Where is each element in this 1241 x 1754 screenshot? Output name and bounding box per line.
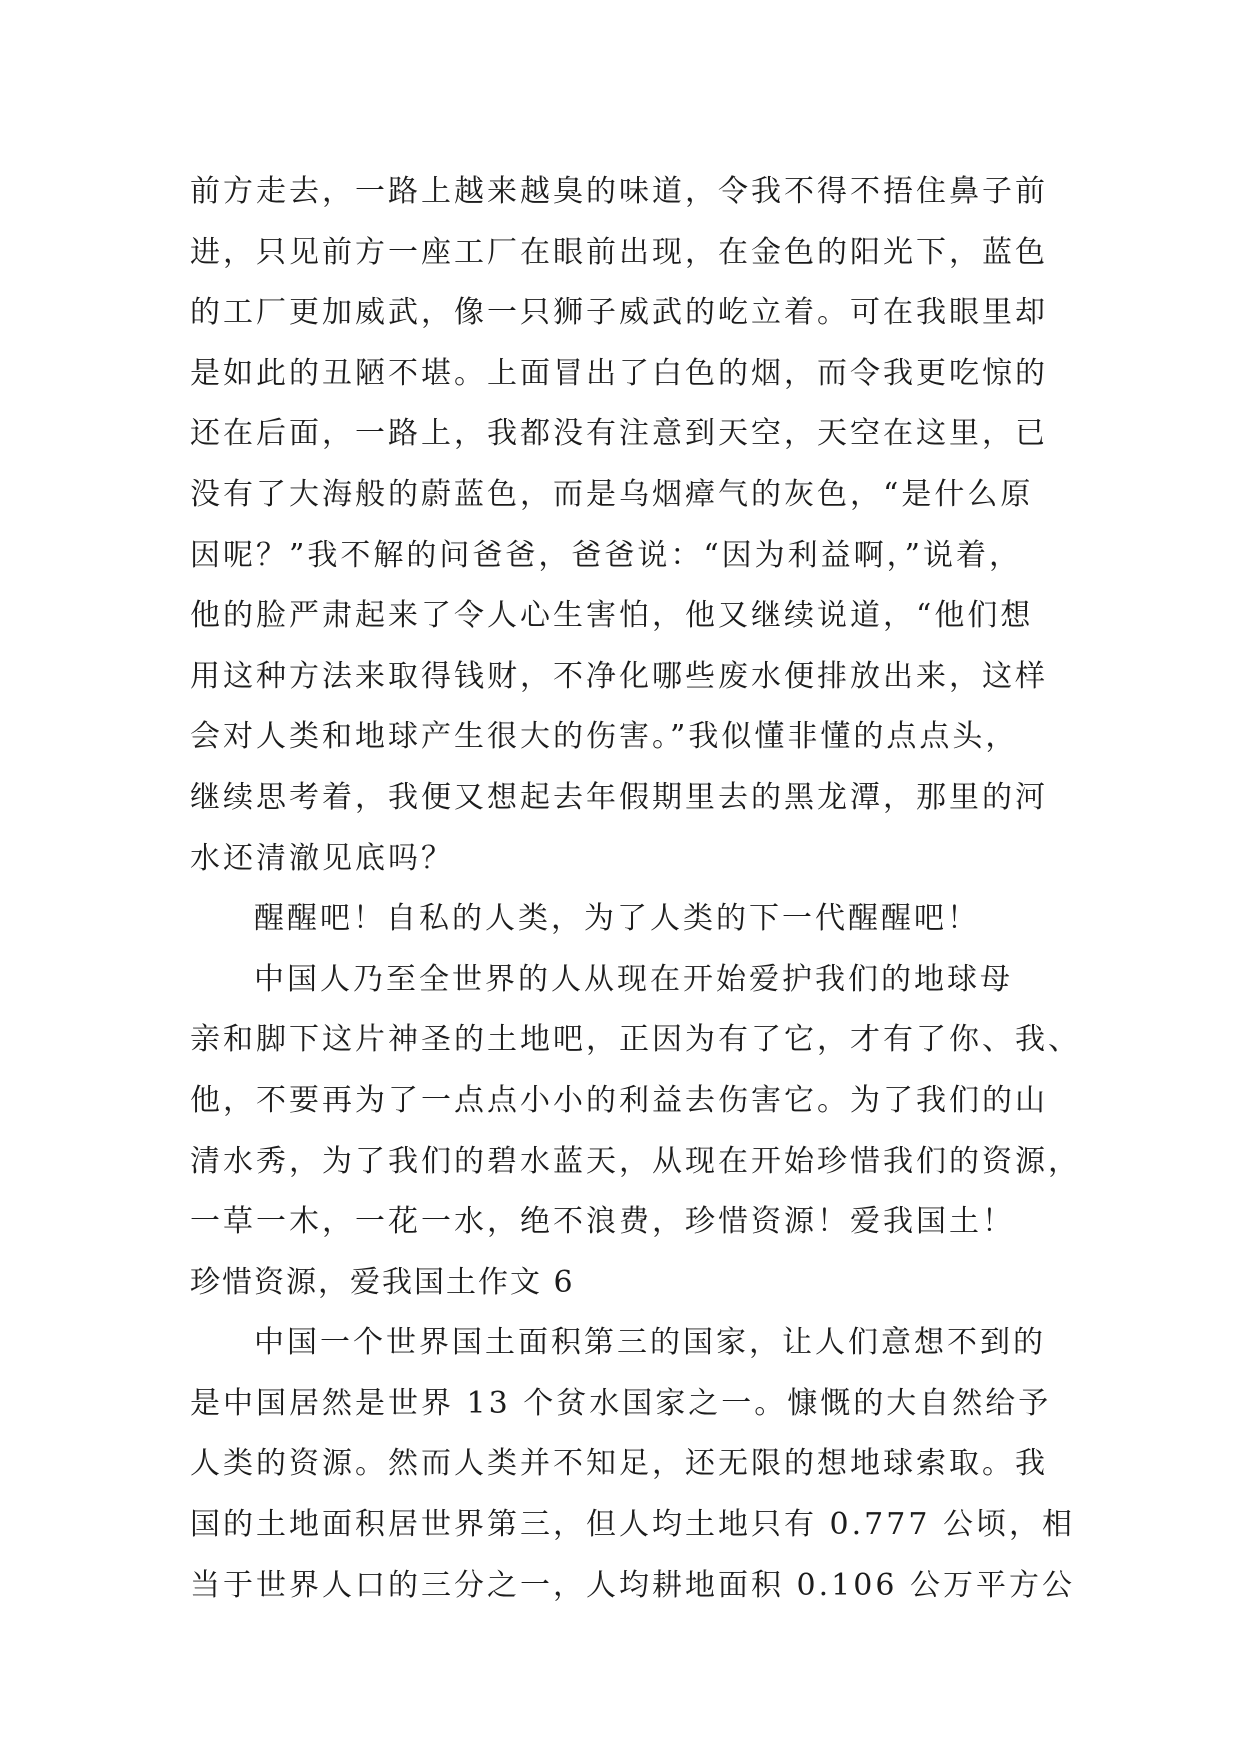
text-line: 是如此的丑陋不堪。上面冒出了白色的烟，而令我更吃惊的 — [190, 355, 1048, 391]
text-line: 继续思考着，我便又想起去年假期里去的黑龙潭，那里的河 — [190, 779, 1048, 815]
text-line: 他，不要再为了一点点小小的利益去伤害它。为了我们的山 — [190, 1082, 1048, 1118]
section-heading: 珍惜资源，爱我国土作文 6 — [190, 1264, 575, 1300]
text-line: 进，只见前方一座工厂在眼前出现，在金色的阳光下，蓝色 — [190, 234, 1048, 270]
text-line: 国的土地面积居世界第三，但人均土地只有 0.777 公顷，相 — [190, 1507, 1075, 1543]
text-line: 水还清澈见底吗？ — [190, 840, 454, 876]
text-line: 没有了大海般的蔚蓝色，而是乌烟瘴气的灰色，“是什么原 — [190, 476, 1034, 512]
text-line: 用这种方法来取得钱财，不净化哪些废水便排放出来，这样 — [190, 658, 1048, 694]
text-line: 中国一个世界国土面积第三的国家，让人们意想不到的 — [254, 1325, 1046, 1361]
document-body — [190, 162, 1081, 1616]
text-line: 他的脸严肃起来了令人心生害怕，他又继续说道，“他们想 — [190, 598, 1034, 634]
text-line: 亲和脚下这片神圣的土地吧，正因为有了它，才有了你、我、 — [190, 1022, 1081, 1058]
text-line: 醒醒吧！自私的人类，为了人类的下一代醒醒吧！ — [254, 901, 980, 937]
text-line: 人类的资源。然而人类并不知足，还无限的想地球索取。我 — [190, 1446, 1048, 1482]
text-line: 的工厂更加威武，像一只狮子威武的屹立着。可在我眼里却 — [190, 295, 1048, 331]
text-line: 当于世界人口的三分之一，人均耕地面积 0.106 公万平方公 — [190, 1567, 1075, 1603]
text-line: 清水秀，为了我们的碧水蓝天，从现在开始珍惜我们的资源， — [190, 1143, 1081, 1179]
text-line: 会对人类和地球产生很大的伤害。”我似懂非懂的点点头， — [190, 719, 1019, 755]
text-line: 前方走去，一路上越来越臭的味道，令我不得不捂住鼻子前 — [190, 174, 1048, 209]
text-line: 还在后面，一路上，我都没有注意到天空，天空在这里，已 — [190, 416, 1048, 452]
text-line: 一草一木，一花一水，绝不浪费，珍惜资源！爱我国土！ — [190, 1204, 1015, 1240]
text-line: 因呢？”我不解的问爸爸，爸爸说：“因为利益啊，”说着， — [190, 537, 1023, 573]
text-line: 是中国居然是世界 13 个贫水国家之一。慷慨的大自然给予 — [190, 1385, 1052, 1421]
text-line: 中国人乃至全世界的人从现在开始爱护我们的地球母 — [254, 961, 1013, 997]
